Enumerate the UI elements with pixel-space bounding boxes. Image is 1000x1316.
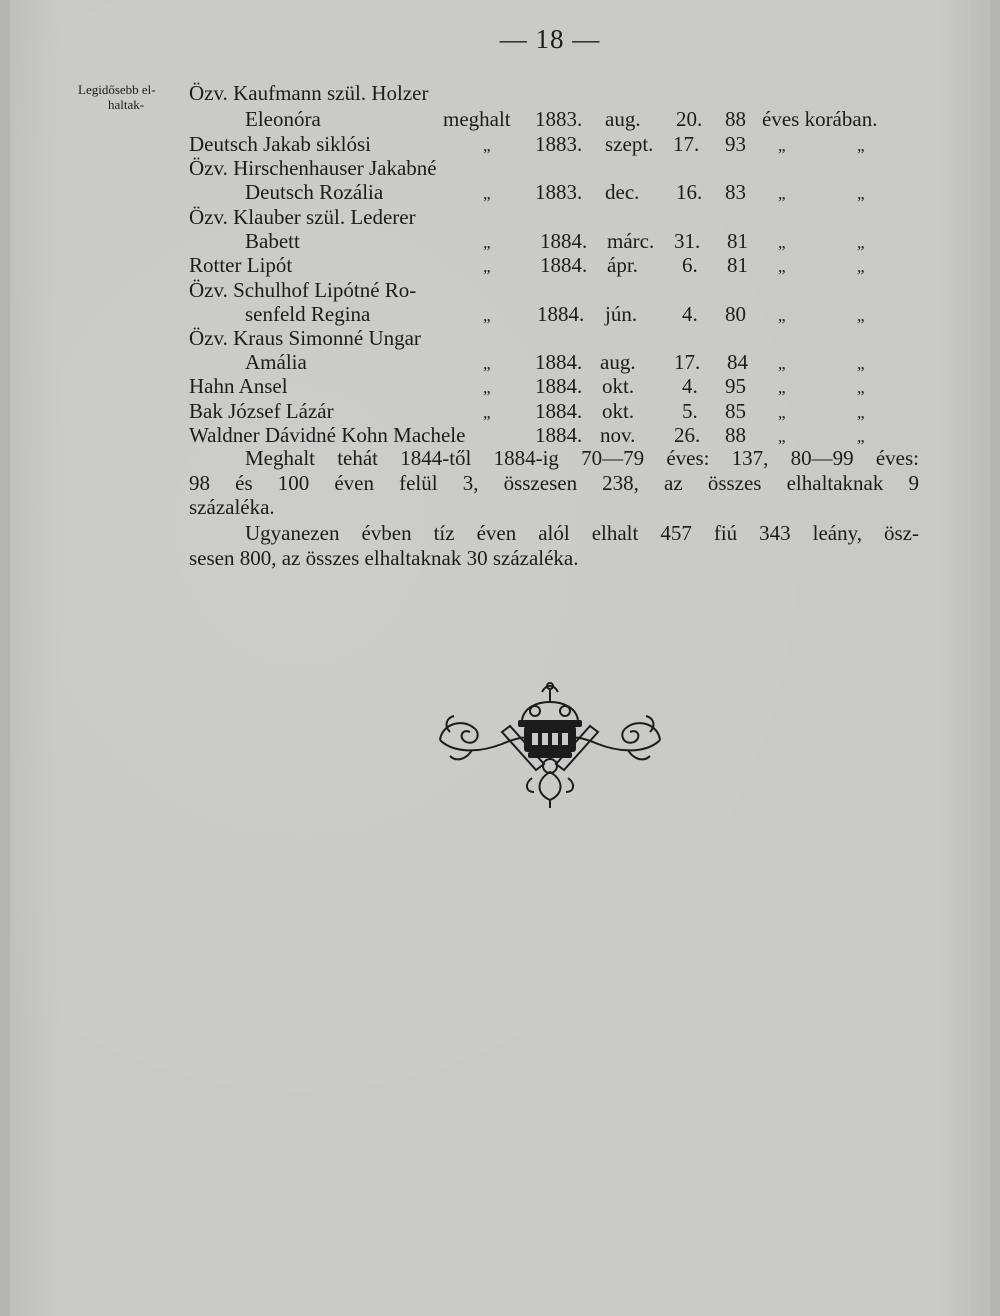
page-edge-left <box>0 0 10 1316</box>
entry-month: jún. <box>605 302 638 326</box>
entry-year: 1884. <box>535 374 583 398</box>
ditto-mark: „ <box>857 233 865 252</box>
ditto-mark: „ <box>857 427 865 446</box>
entry-age: 88 <box>725 423 746 447</box>
entry-day: 17. <box>674 350 701 374</box>
margin-note-line: haltak- <box>108 97 145 112</box>
ditto-mark: „ <box>778 136 786 155</box>
entry-month: nov. <box>600 423 636 447</box>
ditto-mark: „ <box>483 257 491 276</box>
entry-name: Hahn Ansel <box>189 374 288 398</box>
ornament-tailpiece-icon <box>432 680 668 810</box>
entry-name: Amália <box>245 350 307 374</box>
entry-name: Rotter Lipót <box>189 253 293 277</box>
entry-age: 85 <box>725 399 746 423</box>
ditto-mark: „ <box>483 354 491 373</box>
entry-age: 81 <box>727 229 748 253</box>
entry-age: 88 <box>725 107 746 131</box>
page-number: — 18 — <box>499 24 601 54</box>
ditto-mark: „ <box>778 233 786 252</box>
ditto-mark: „ <box>483 233 491 252</box>
entry-name: Babett <box>245 229 300 253</box>
ditto-mark: „ <box>857 306 865 325</box>
entry-day: 6. <box>682 253 698 277</box>
ditto-mark: „ <box>483 378 491 397</box>
margin-note-line: Legidősebb el- <box>78 82 156 97</box>
ditto-mark: „ <box>778 354 786 373</box>
ditto-mark: „ <box>778 306 786 325</box>
entry-month: ápr. <box>607 253 638 277</box>
entry-age: 81 <box>727 253 748 277</box>
entry-age: 80 <box>725 302 746 326</box>
ditto-mark: „ <box>483 136 491 155</box>
entry-month: dec. <box>605 180 640 204</box>
entry-month: aug. <box>605 107 641 131</box>
entry-age: 83 <box>725 180 746 204</box>
entry-day: 4. <box>682 374 698 398</box>
entry-month: okt. <box>602 399 635 423</box>
entry-name: Eleonóra <box>245 107 321 131</box>
entry-year: 1884. <box>537 302 585 326</box>
entry-age: 93 <box>725 132 746 156</box>
entry-name: senfeld Regina <box>245 302 371 326</box>
entry-day: 4. <box>682 302 698 326</box>
entry-month: márc. <box>607 229 655 253</box>
page-edge-right <box>990 0 1000 1316</box>
ditto-mark: „ <box>857 136 865 155</box>
entry-day: 31. <box>674 229 701 253</box>
entry-name: Bak József Lázár <box>189 399 334 423</box>
entry-month: okt. <box>602 374 635 398</box>
entry-name: Waldner Dávidné Kohn Machele <box>189 423 466 447</box>
entry-name: Özv. Klauber szül. Lederer <box>189 205 416 229</box>
ditto-mark: „ <box>778 257 786 276</box>
ditto-mark: „ <box>857 403 865 422</box>
entry-name: Deutsch Jakab siklósi <box>189 132 371 156</box>
paragraph-line: Ugyanezen évben tíz éven alól elhalt 457 fiú 343 leány, ösz- <box>245 521 919 545</box>
ditto-mark: „ <box>857 257 865 276</box>
paragraph-line: sesen 800, az összes elhaltaknak 30 százaléka. <box>189 545 579 570</box>
entry-name: Özv. Kaufmann szül. Holzer <box>189 81 429 105</box>
summary-paragraph <box>189 446 919 520</box>
summary-paragraph-2 <box>189 521 919 570</box>
entry-age: 84 <box>727 350 748 374</box>
entry-name: Özv. Hirschenhauser Jakabné <box>189 156 437 180</box>
entry-name: Özv. Kraus Simonné Ungar <box>189 326 421 350</box>
entry-day: 26. <box>674 423 701 447</box>
entry-name: Deutsch Rozália <box>245 180 384 204</box>
paragraph-line: Meghalt tehát 1844-től 1884-ig 70—79 éves: 137, 80—99 éves: <box>245 446 919 470</box>
entry-year: 1884. <box>540 253 588 277</box>
entry-month: szept. <box>605 132 654 156</box>
ditto-mark: „ <box>857 184 865 203</box>
entry-year: 1884. <box>540 229 588 253</box>
entry-verb: meghalt <box>443 107 511 131</box>
entry-year: 1884. <box>535 423 583 447</box>
entry-age: 95 <box>725 374 746 398</box>
ditto-mark: „ <box>483 306 491 325</box>
ditto-mark: „ <box>857 354 865 373</box>
entry-year: 1884. <box>535 399 583 423</box>
ditto-mark: „ <box>778 184 786 203</box>
entry-year: 1884. <box>535 350 583 374</box>
entry-tail: éves korában. <box>762 107 878 131</box>
entry-year: 1883. <box>535 107 583 131</box>
paragraph-line: 98 és 100 éven felül 3, összesen 238, az összes elhaltaknak 9 <box>189 470 919 495</box>
ditto-mark: „ <box>483 403 491 422</box>
ditto-mark: „ <box>778 427 786 446</box>
entry-day: 20. <box>676 107 703 131</box>
entry-day: 5. <box>682 399 698 423</box>
entry-name: Özv. Schulhof Lipótné Ro- <box>189 278 417 302</box>
entry-year: 1883. <box>535 132 583 156</box>
margin-note <box>78 82 190 112</box>
entry-year: 1883. <box>535 180 583 204</box>
paragraph-line: százaléka. <box>189 495 275 519</box>
entry-day: 16. <box>676 180 703 204</box>
entry-day: 17. <box>673 132 700 156</box>
ditto-mark: „ <box>483 184 491 203</box>
ditto-mark: „ <box>778 403 786 422</box>
ditto-mark: „ <box>778 378 786 397</box>
entry-month: aug. <box>600 350 636 374</box>
ditto-mark: „ <box>857 378 865 397</box>
